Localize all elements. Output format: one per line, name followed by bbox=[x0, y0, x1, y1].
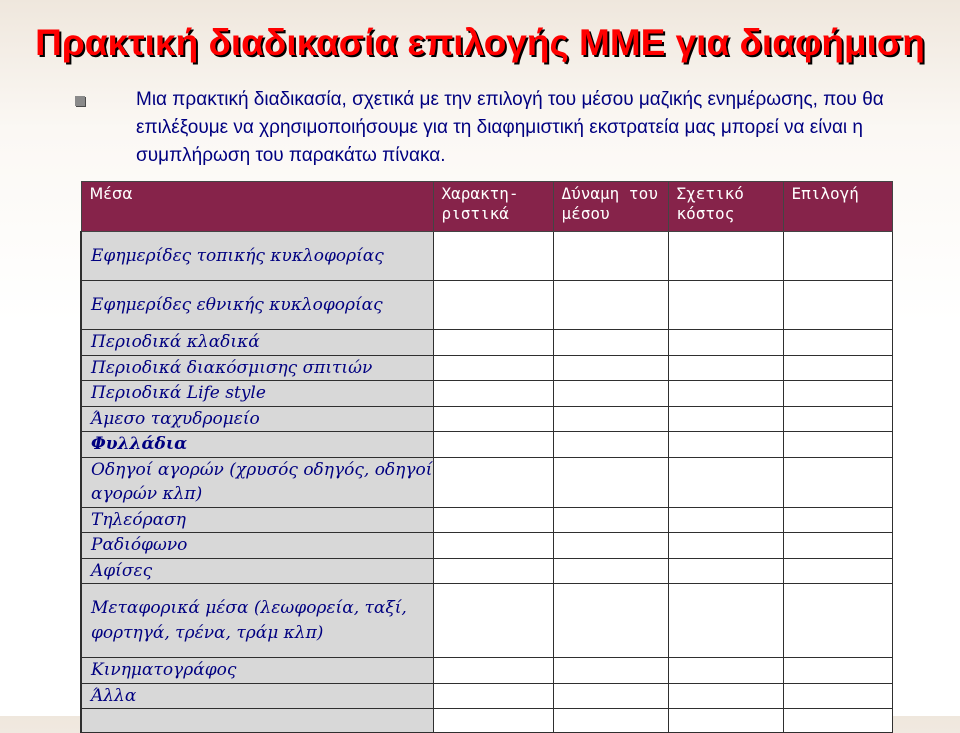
cost-cell[interactable] bbox=[668, 406, 783, 432]
characteristics-cell[interactable] bbox=[433, 355, 553, 381]
characteristics-cell[interactable] bbox=[433, 232, 553, 281]
bullet-square-icon bbox=[75, 96, 85, 106]
cost-cell[interactable] bbox=[668, 330, 783, 356]
power-cell[interactable] bbox=[553, 457, 668, 507]
table-row bbox=[81, 457, 892, 507]
media-name-cell: Εφημερίδες τοπικής κυκλοφορίας bbox=[81, 232, 433, 281]
header-characteristics: Χαρακτη-ριστικά bbox=[433, 182, 553, 232]
choice-cell[interactable] bbox=[783, 432, 892, 458]
characteristics-cell[interactable] bbox=[433, 507, 553, 533]
table-row bbox=[81, 355, 892, 381]
table-row bbox=[81, 584, 892, 658]
characteristics-cell[interactable] bbox=[433, 381, 553, 407]
cost-cell[interactable] bbox=[668, 533, 783, 559]
media-name-cell: Άμεσο ταχυδρομείο bbox=[81, 406, 433, 432]
table-row bbox=[81, 683, 892, 709]
media-name-cell-empty bbox=[81, 709, 433, 733]
table-row bbox=[81, 558, 892, 584]
characteristics-cell[interactable] bbox=[433, 330, 553, 356]
choice-cell[interactable] bbox=[783, 406, 892, 432]
choice-cell[interactable] bbox=[783, 658, 892, 684]
cost-cell[interactable] bbox=[668, 709, 783, 733]
characteristics-cell[interactable] bbox=[433, 709, 553, 733]
media-name-cell: Περιοδικά κλαδικά bbox=[81, 330, 433, 356]
choice-cell[interactable] bbox=[783, 381, 892, 407]
media-name-cell: Ραδιόφωνο bbox=[81, 533, 433, 559]
choice-cell[interactable] bbox=[783, 330, 892, 356]
power-cell[interactable] bbox=[553, 709, 668, 733]
cost-cell[interactable] bbox=[668, 683, 783, 709]
choice-cell[interactable] bbox=[783, 558, 892, 584]
media-name-cell: Φυλλάδια bbox=[81, 432, 433, 458]
media-name-cell: Οδηγοί αγορών (χρυσός οδηγός, οδηγοί αγορών κλπ) bbox=[81, 457, 433, 507]
choice-cell[interactable] bbox=[783, 507, 892, 533]
characteristics-cell[interactable] bbox=[433, 457, 553, 507]
characteristics-cell[interactable] bbox=[433, 584, 553, 658]
cost-cell[interactable] bbox=[668, 584, 783, 658]
table-row bbox=[81, 232, 892, 281]
power-cell[interactable] bbox=[553, 381, 668, 407]
media-name-cell: Τηλεόραση bbox=[81, 507, 433, 533]
table-row bbox=[81, 658, 892, 684]
power-cell[interactable] bbox=[553, 683, 668, 709]
table-row bbox=[81, 330, 892, 356]
characteristics-cell[interactable] bbox=[433, 281, 553, 330]
cost-cell[interactable] bbox=[668, 432, 783, 458]
media-name-cell: Άλλα bbox=[81, 683, 433, 709]
power-cell[interactable] bbox=[553, 658, 668, 684]
choice-cell[interactable] bbox=[783, 355, 892, 381]
media-name-cell: Μεταφορικά μέσα (λεωφορεία, ταξί, φορτηγά, τρένα, τράμ κλπ) bbox=[81, 584, 433, 658]
header-choice: Επιλογή bbox=[783, 182, 892, 232]
media-selection-table bbox=[80, 181, 893, 733]
cost-cell[interactable] bbox=[668, 558, 783, 584]
cost-cell[interactable] bbox=[668, 355, 783, 381]
table-row bbox=[81, 406, 892, 432]
choice-cell[interactable] bbox=[783, 683, 892, 709]
characteristics-cell[interactable] bbox=[433, 432, 553, 458]
intro-paragraph: Μια πρακτική διαδικασία, σχετικά με την επιλογή του μέσου μαζικής ενημέρωσης, που θα επιλέξουμε να χρησιμοποιήσουμε για τη διαφημιστική εκστρατεία μας μπορεί να είναι η συμπλήρωση του παρακάτω πίνακα. bbox=[136, 89, 884, 166]
cost-cell[interactable] bbox=[668, 281, 783, 330]
power-cell[interactable] bbox=[553, 330, 668, 356]
media-name-cell: Περιοδικά διακόσμισης σπιτιών bbox=[81, 355, 433, 381]
table-header-row bbox=[81, 182, 892, 232]
cost-cell[interactable] bbox=[668, 457, 783, 507]
slide-title: Πρακτική διαδικασία επιλογής ΜΜΕ για διαφήμιση bbox=[35, 22, 925, 63]
characteristics-cell[interactable] bbox=[433, 406, 553, 432]
media-name-cell: Περιοδικά Life style bbox=[81, 381, 433, 407]
choice-cell[interactable] bbox=[783, 584, 892, 658]
cost-cell[interactable] bbox=[668, 381, 783, 407]
media-name-cell: Κινηματογράφος bbox=[81, 658, 433, 684]
header-cost: Σχετικό κόστος bbox=[668, 182, 783, 232]
power-cell[interactable] bbox=[553, 281, 668, 330]
table-row bbox=[81, 709, 892, 733]
cost-cell[interactable] bbox=[668, 232, 783, 281]
characteristics-cell[interactable] bbox=[433, 558, 553, 584]
table-row bbox=[81, 533, 892, 559]
characteristics-cell[interactable] bbox=[433, 533, 553, 559]
header-media: Μέσα bbox=[81, 182, 433, 232]
choice-cell[interactable] bbox=[783, 457, 892, 507]
power-cell[interactable] bbox=[553, 406, 668, 432]
cost-cell[interactable] bbox=[668, 658, 783, 684]
table-row bbox=[81, 281, 892, 330]
media-name-cell: Εφημερίδες εθνικής κυκλοφορίας bbox=[81, 281, 433, 330]
power-cell[interactable] bbox=[553, 232, 668, 281]
choice-cell[interactable] bbox=[783, 533, 892, 559]
characteristics-cell[interactable] bbox=[433, 683, 553, 709]
power-cell[interactable] bbox=[553, 507, 668, 533]
choice-cell[interactable] bbox=[783, 232, 892, 281]
choice-cell[interactable] bbox=[783, 281, 892, 330]
table-row bbox=[81, 381, 892, 407]
power-cell[interactable] bbox=[553, 584, 668, 658]
table-row bbox=[81, 432, 892, 458]
characteristics-cell[interactable] bbox=[433, 658, 553, 684]
header-power: Δύναμη του μέσου bbox=[553, 182, 668, 232]
power-cell[interactable] bbox=[553, 355, 668, 381]
table-row bbox=[81, 507, 892, 533]
power-cell[interactable] bbox=[553, 533, 668, 559]
power-cell[interactable] bbox=[553, 432, 668, 458]
choice-cell[interactable] bbox=[783, 709, 892, 733]
cost-cell[interactable] bbox=[668, 507, 783, 533]
media-name-cell: Αφίσες bbox=[81, 558, 433, 584]
power-cell[interactable] bbox=[553, 558, 668, 584]
